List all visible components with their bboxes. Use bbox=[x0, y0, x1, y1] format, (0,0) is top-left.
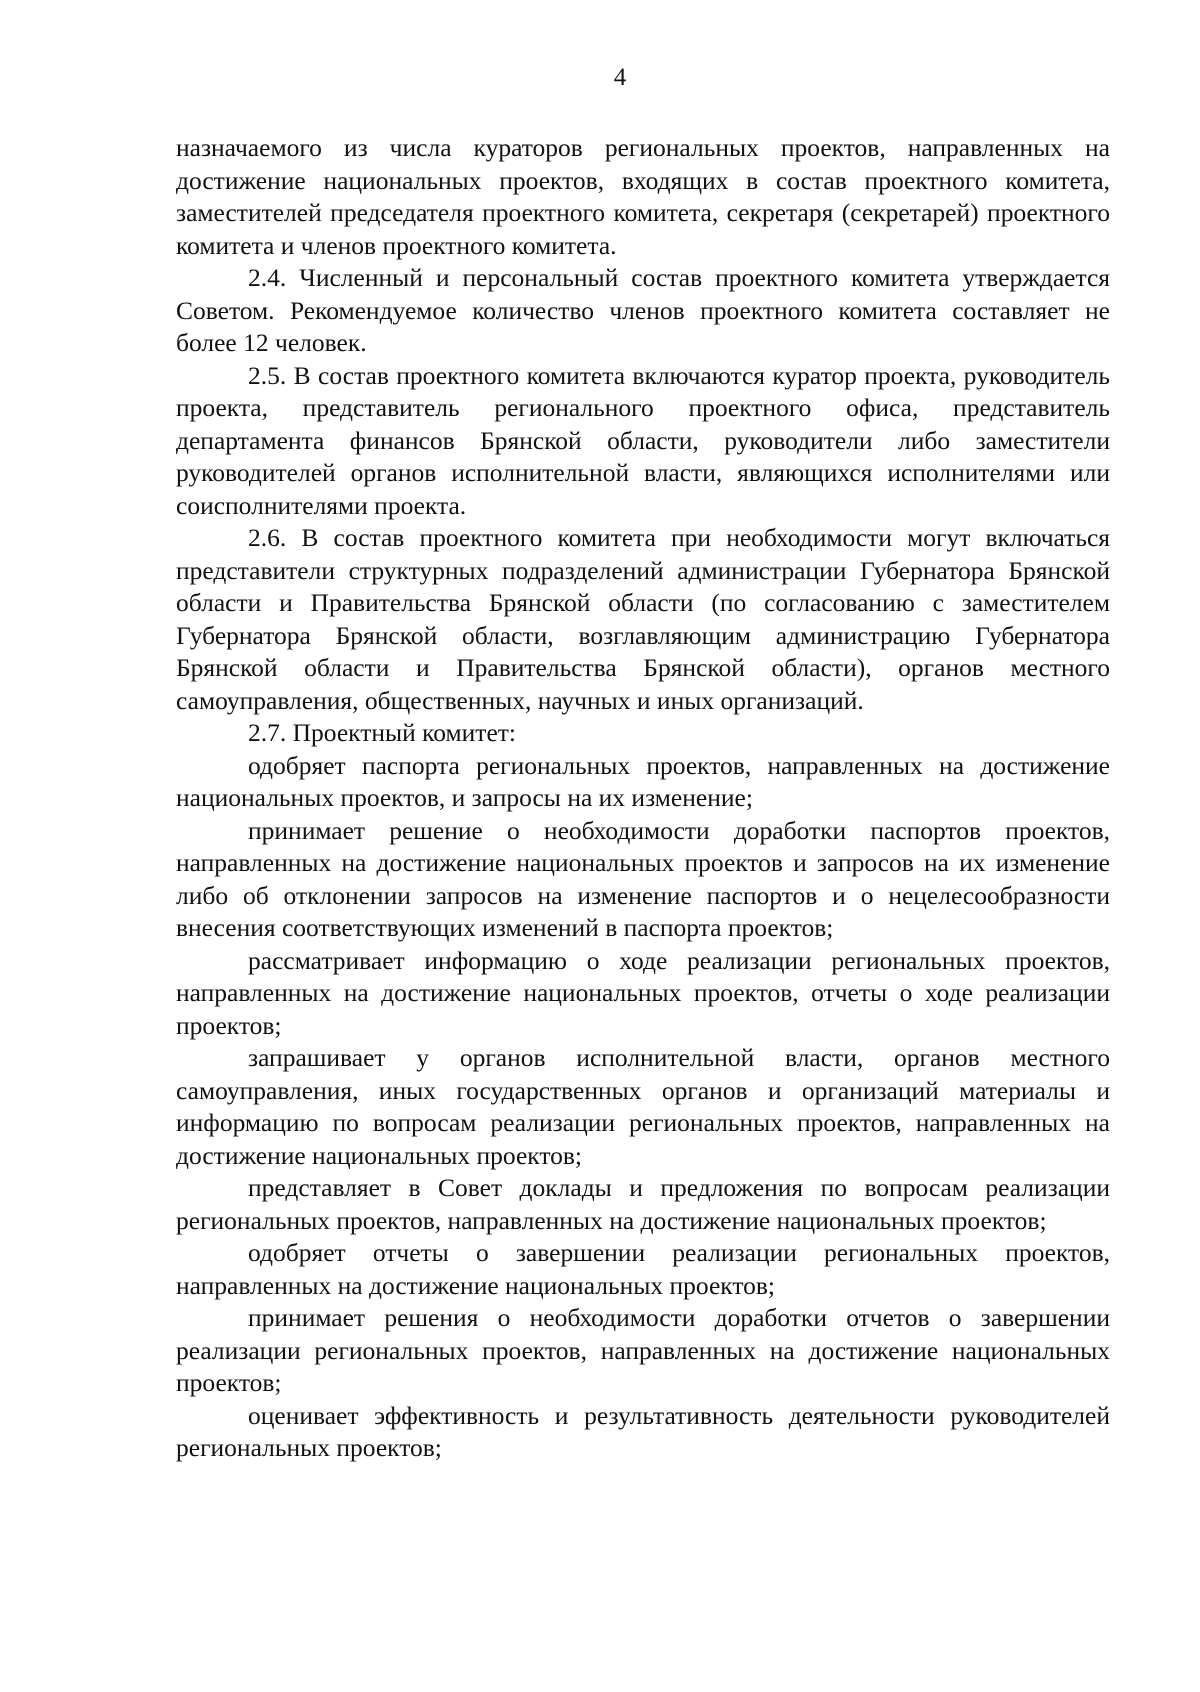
list-item: рассматривает информацию о ходе реализации региональных проектов, направленных на достижение национальных проектов, отчеты о ходе реализации проектов; bbox=[176, 945, 1110, 1040]
list-item: представляет в Совет доклады и предложения по вопросам реализации региональных проектов, направленных на достижение национальных проектов; bbox=[176, 1173, 1110, 1235]
paragraph-2-7-heading: 2.7. Проектный комитет: bbox=[248, 718, 516, 747]
paragraph-2-5: 2.5. В состав проектного комитета включаются куратор проекта, руководитель проекта, представитель регионального проектного офиса, представитель департамента финансов Брянской области, руководители либо заместители руководителей органов исполнительной власти, являющихся исполнителями или соисполнителями проекта. bbox=[176, 360, 1110, 520]
list-item: принимает решения о необходимости доработки отчетов о завершении реализации региональных проектов, направленных на достижение национальных проектов; bbox=[176, 1303, 1110, 1397]
page-number: 4 bbox=[613, 64, 627, 91]
list-item: одобряет паспорта региональных проектов, направленных на достижение национальных проектов, и запросы на их изменение; bbox=[176, 750, 1110, 812]
paragraph-2-6: 2.6. В состав проектного комитета при необходимости могут включаться представители структурных подразделений администрации Губернатора Брянской области и Правительства Брянской области (по согласованию с заместителем Губернатора Брянской области, возглавляющим администрацию Губернатора Брянской области и Правительства Брянской области), органов местного самоуправления, общественных, научных и иных организаций. bbox=[176, 523, 1110, 715]
list-item: принимает решение о необходимости доработки паспортов проектов, направленных на достижение национальных проектов и запросов на их изменение либо об отклонении запросов на изменение паспортов и о нецелесообразности внесения соответствующих изменений в паспорта проектов; bbox=[176, 815, 1110, 942]
paragraph-2-4: 2.4. Численный и персональный состав проектного комитета утверждается Советом. Рекомендуемое количество членов проектного комитета составляет не более 12 человек. bbox=[176, 263, 1110, 357]
document-body bbox=[176, 132, 1110, 1465]
paragraph-continuation: назначаемого из числа кураторов региональных проектов, направленных на достижение национальных проектов, входящих в состав проектного комитета, заместителей председателя проектного комитета, секретаря (секретарей) проектного комитета и членов проектного комитета. bbox=[176, 133, 1110, 260]
list-item: запрашивает у органов исполнительной власти, органов местного самоуправления, иных государственных органов и организаций материалы и информацию по вопросам реализации региональных проектов, направленных на достижение национальных проектов; bbox=[176, 1043, 1110, 1170]
list-item: оценивает эффективность и результативность деятельности руководителей региональных проектов; bbox=[176, 1400, 1110, 1462]
list-item: одобряет отчеты о завершении реализации региональных проектов, направленных на достижение национальных проектов; bbox=[176, 1238, 1110, 1300]
